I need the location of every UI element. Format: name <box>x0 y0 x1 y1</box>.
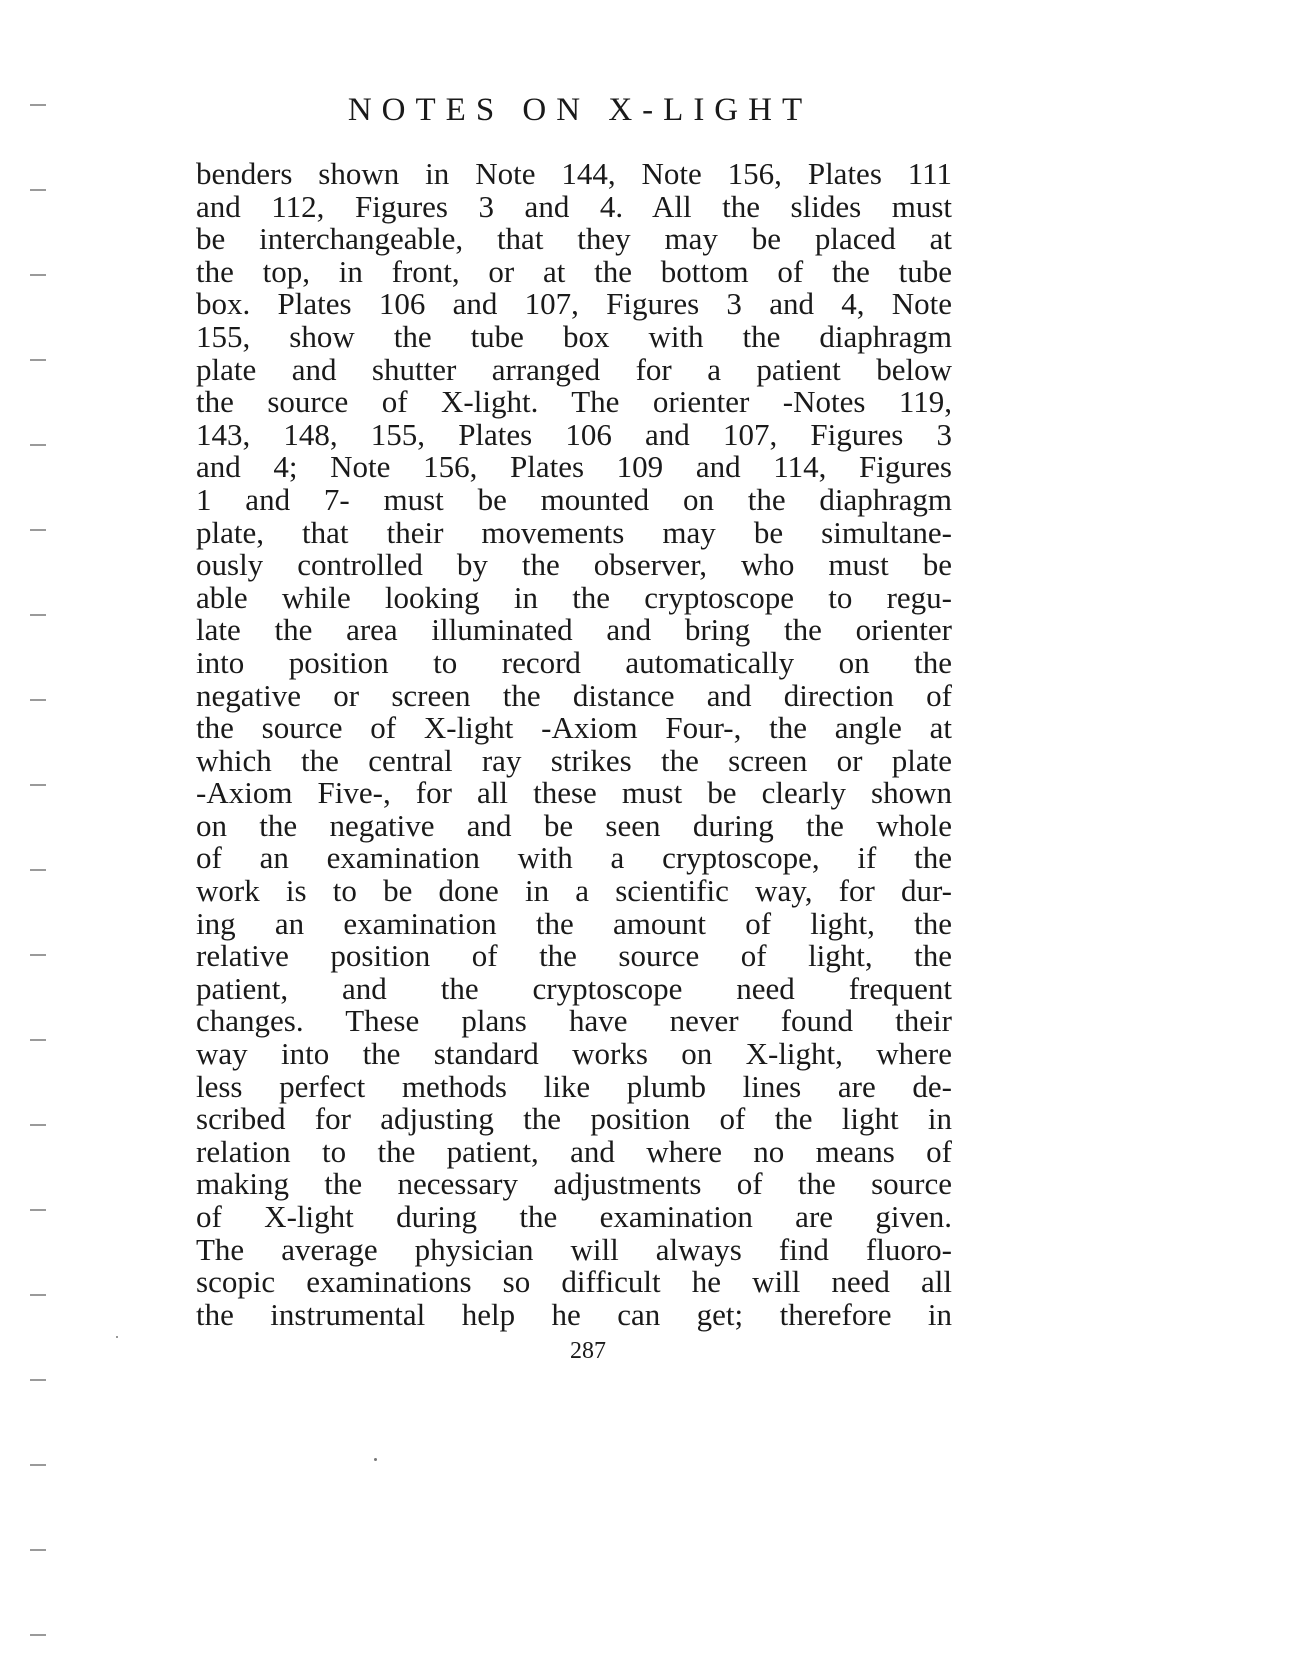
text-line: 143, 148, 155, Plates 106 and 107, Figures 3 <box>196 416 952 452</box>
text-line: ously controlled by the observer, who must be <box>196 547 952 583</box>
margin-tick <box>30 359 46 361</box>
text-line: and 112, Figures 3 and 4. All the slides must <box>196 188 952 224</box>
body-text <box>196 158 952 1331</box>
margin-tick <box>30 784 46 786</box>
text-line: on the negative and be seen during the whole <box>196 807 952 843</box>
text-line: of an examination with a cryptoscope, if the <box>196 840 952 876</box>
margin-tick <box>30 1379 46 1381</box>
text-line: plate and shutter arranged for a patient below <box>196 351 952 387</box>
text-line: able while looking in the cryptoscope to regu- <box>196 579 952 615</box>
text-line: ing an examination the amount of light, the <box>196 905 952 941</box>
margin-tick <box>30 104 46 106</box>
page-number: 287 <box>570 1338 606 1364</box>
text-line: 1 and 7- must be mounted on the diaphragm <box>196 481 952 517</box>
text-line: making the necessary adjustments of the source <box>196 1166 952 1202</box>
text-line: work is to be done in a scientific way, for dur- <box>196 873 952 909</box>
text-line: relative position of the source of light, the <box>196 938 952 974</box>
text-line: and 4; Note 156, Plates 109 and 114, Figures <box>196 449 952 485</box>
running-title: NOTES ON X-LIGHT <box>347 92 813 128</box>
text-line: scopic examinations so difficult he will need all <box>196 1264 952 1300</box>
margin-tick <box>30 614 46 616</box>
text-line: the source of X-light. The orienter -Notes 119, <box>196 384 952 420</box>
text-line: the top, in front, or at the bottom of the tube <box>196 253 952 289</box>
text-line: The average physician will always find fluoro- <box>196 1231 952 1267</box>
text-line: the instrumental help he can get; therefore in <box>196 1296 952 1332</box>
text-line: 155, show the tube box with the diaphragm <box>196 318 952 354</box>
text-line: of X-light during the examination are given. <box>196 1199 952 1234</box>
margin-tick <box>30 1294 46 1296</box>
margin-tick <box>30 699 46 701</box>
margin-tick <box>30 1124 46 1126</box>
text-line: changes. These plans have never found their <box>196 1003 952 1039</box>
margin-tick <box>30 529 46 531</box>
text-line: box. Plates 106 and 107, Figures 3 and 4, Note <box>196 286 952 322</box>
margin-tick <box>30 1464 46 1466</box>
margin-tick <box>30 1209 46 1211</box>
margin-tick <box>30 274 46 276</box>
text-line: negative or screen the distance and direction of <box>196 677 952 713</box>
margin-tick <box>30 869 46 871</box>
margin-tick <box>30 1634 46 1636</box>
text-line: plate, that their movements may be simultane- <box>196 514 952 550</box>
text-line: way into the standard works on X-light, where <box>196 1036 952 1072</box>
margin-tick <box>30 444 46 446</box>
margin-tick <box>30 189 46 191</box>
margin-tick <box>30 954 46 956</box>
text-line: scribed for adjusting the position of the light in <box>196 1101 952 1137</box>
text-line: into position to record automatically on the <box>196 644 952 680</box>
text-line: -Axiom Five-, for all these must be clearly shown <box>196 775 952 811</box>
scan-speck <box>116 1336 118 1338</box>
margin-tick <box>30 1039 46 1041</box>
scan-speck <box>374 1458 377 1461</box>
text-line: the source of X-light -Axiom Four-, the angle at <box>196 710 952 746</box>
text-line: patient, and the cryptoscope need frequent <box>196 970 952 1006</box>
text-line: benders shown in Note 144, Note 156, Plates 111 <box>196 156 952 191</box>
text-line: late the area illuminated and bring the orienter <box>196 612 952 648</box>
text-line: relation to the patient, and where no means of <box>196 1133 952 1169</box>
text-line: less perfect methods like plumb lines are de- <box>196 1068 952 1104</box>
text-line: which the central ray strikes the screen or plate <box>196 742 952 778</box>
margin-tick <box>30 1549 46 1551</box>
text-line: be interchangeable, that they may be placed at <box>196 221 952 257</box>
